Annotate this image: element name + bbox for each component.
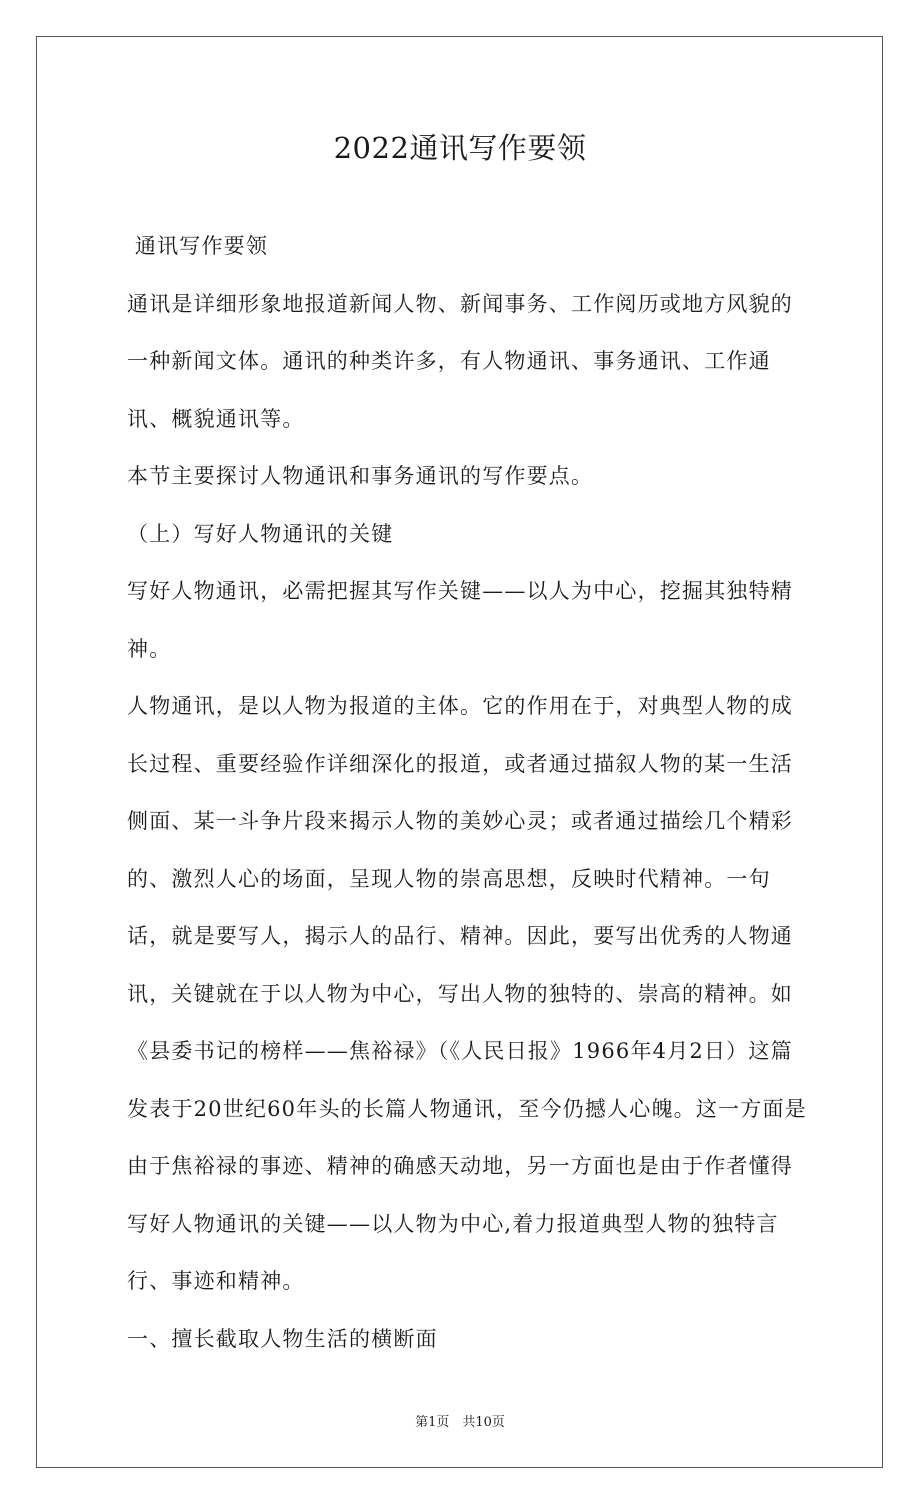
paragraph-main: 人物通讯，是以人物为报道的主体。它的作用在于，对典型人物的成长过程、重要经验作详细深化的报道，或者通过描叙人物的某一生活侧面、某一斗争片段来揭示人物的美妙心灵；或者通过描绘几个精彩的、激烈人心的场面，呈现人物的崇高思想，反映时代精神。一句话，就是要写人，揭示人的品行、精神。因此，要写出优秀的人物通讯，关键就在于以人物为中心，写出人物的独特的、崇高的精神。如《县委书记的榜样——焦裕禄》（《人民日报》1966年4月2日）这篇发表于20世纪60年头的长篇人物通讯，至今仍撼人心魄。这一方面是由于焦裕禄的事迹、精神的确感天动地，另一方面也是由于作者懂得写好人物通讯的关键——以人物为中心,着力报道典型人物的独特言行、事迹和精神。 [127,694,807,1293]
page-number-footer: 第1页 共10页 [415,1415,505,1430]
paragraph-subtitle: 通讯写作要领 [127,234,269,258]
paragraph-key-point: 写好人物通讯，必需把握其写作关键——以人为中心，挖掘其独特精神。 [127,579,793,661]
section-heading: （上）写好人物通讯的关键 [127,521,394,546]
paragraph-intro: 通讯是详细形象地报道新闻人物、新闻事务、工作阅历或地方风貌的一种新闻文体。通讯的种类许多，有人物通讯、事务通讯、工作通讯、概貌通讯等。 [127,291,793,431]
document-title: 2022通讯写作要领 [333,131,587,165]
document-body [127,218,807,1368]
paragraph-scope: 本节主要探讨人物通讯和事务通讯的写作要点。 [127,464,594,488]
subsection-heading: 一、擅长截取人物生活的横断面 [127,1326,438,1351]
